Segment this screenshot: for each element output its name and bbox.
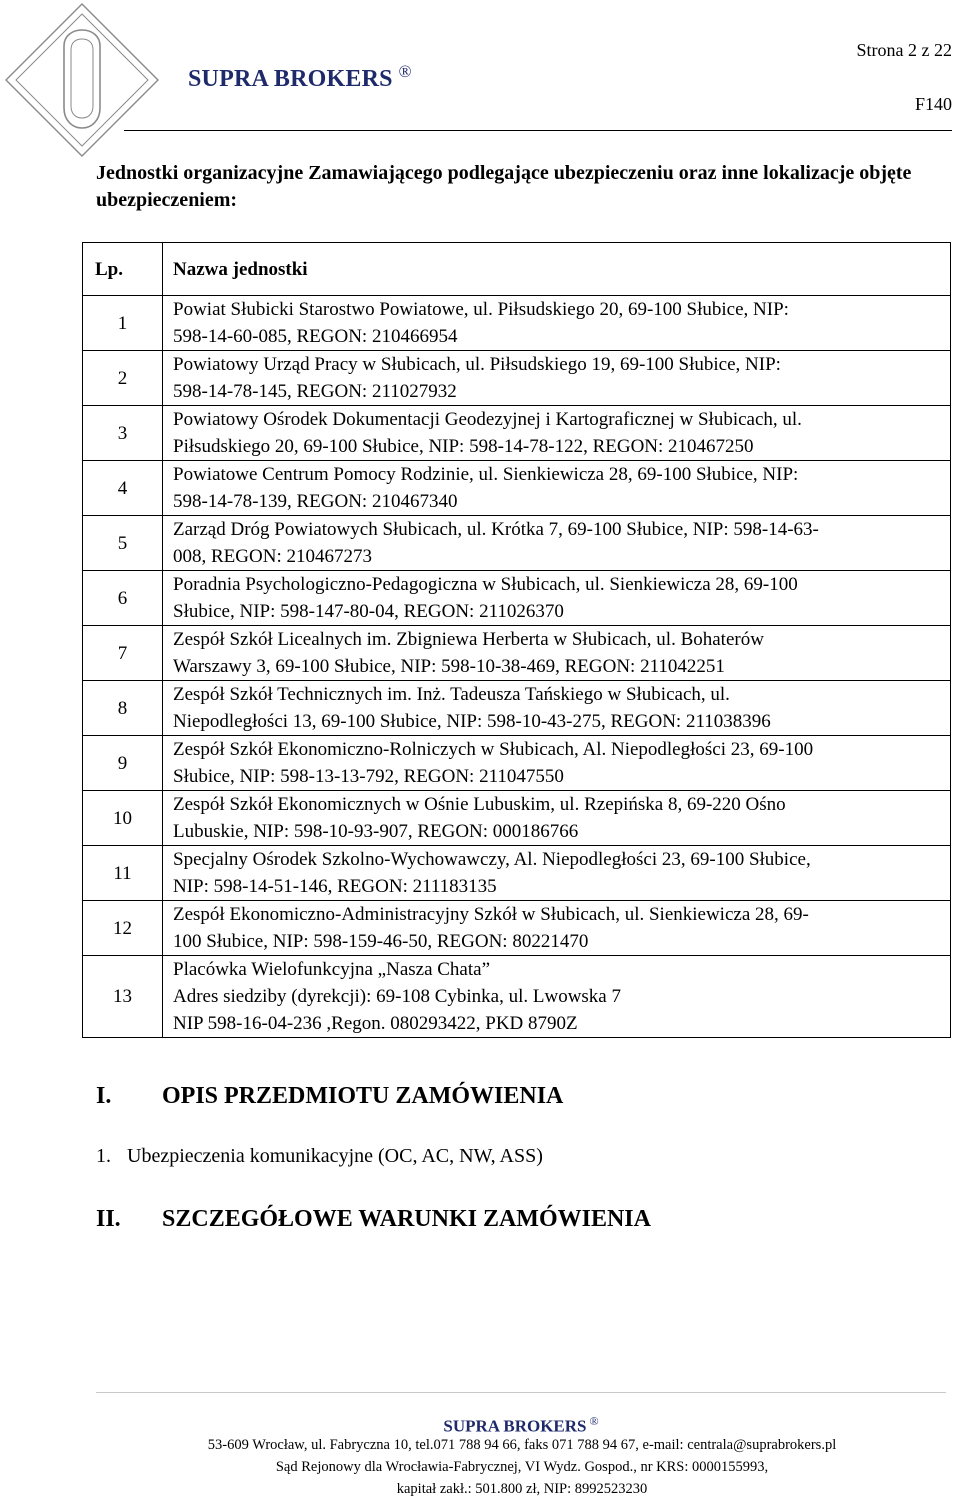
table-row [83, 956, 951, 1038]
unit-name-line: Piłsudskiego 20, 69-100 Słubice, NIP: 598-14-78-122, REGON: 210467250 [173, 436, 754, 457]
units-table [82, 242, 951, 1038]
row-unit-name [163, 461, 951, 516]
table-row [83, 901, 951, 956]
table-header-row [83, 243, 951, 296]
table-row [83, 681, 951, 736]
unit-name-line: Zarząd Dróg Powiatowych Słubicach, ul. Krótka 7, 69-100 Słubice, NIP: 598-14-63- [173, 519, 819, 540]
unit-name-line: Słubice, NIP: 598-147-80-04, REGON: 211026370 [173, 601, 564, 622]
unit-name-line: 598-14-78-145, REGON: 211027932 [173, 381, 457, 402]
diamond-logo-icon [0, 0, 160, 160]
row-unit-name [163, 736, 951, 791]
document-code: F140 [914, 94, 952, 114]
unit-name-line: Powiat Słubicki Starostwo Powiatowe, ul. Piłsudskiego 20, 69-100 Słubice, NIP: [173, 299, 789, 320]
unit-name-line: Powiatowy Urząd Pracy w Słubicach, ul. Piłsudskiego 19, 69-100 Słubice, NIP: [173, 354, 781, 375]
unit-name-line: 100 Słubice, NIP: 598-159-46-50, REGON: 80221470 [173, 931, 589, 952]
unit-name-line: NIP 598-16-04-236 ,Regon. 080293422, PKD 8790Z [173, 1013, 578, 1034]
footer-registered-mark: ® [589, 1414, 599, 1428]
item-1: 1. Ubezpieczenia komunikacyjne (OC, AC, NW, ASS) [96, 1145, 543, 1167]
table-row [83, 571, 951, 626]
page-number: Strona 2 z 22 [856, 40, 952, 60]
unit-name-line: Adres siedziby (dyrekcji): 69-108 Cybinka, ul. Lwowska 7 [173, 986, 621, 1007]
header-divider [124, 130, 952, 131]
unit-name-line: Lubuskie, NIP: 598-10-93-907, REGON: 000186766 [173, 821, 579, 842]
unit-name-line: 008, REGON: 210467273 [173, 546, 372, 567]
row-lp: 10 [83, 791, 163, 846]
unit-name-line: Słubice, NIP: 598-13-13-792, REGON: 211047550 [173, 766, 564, 787]
table-row [83, 516, 951, 571]
header-lp: Lp. [83, 243, 163, 296]
unit-name-line: Zespół Szkół Licealnych im. Zbigniewa Herberta w Słubicach, ul. Bohaterów [173, 629, 764, 650]
footer-address: 53-609 Wrocław, ul. Fabryczna 10, tel.071 788 94 66, faks 071 788 94 67, e-mail: centrala@suprabrokers.pl [207, 1437, 837, 1453]
row-lp: 2 [83, 351, 163, 406]
unit-name-line: 598-14-78-139, REGON: 210467340 [173, 491, 458, 512]
row-unit-name [163, 571, 951, 626]
row-unit-name [163, 791, 951, 846]
row-unit-name [163, 681, 951, 736]
unit-name-line: Powiatowy Ośrodek Dokumentacji Geodezyjnej i Kartograficznej w Słubicach, ul. [173, 409, 802, 430]
intro-heading: Jednostki organizacyjne Zamawiającego podlegające ubezpieczeniu oraz inne lokalizacje objęte ubezpieczeniem: [96, 162, 912, 211]
header-name: Nazwa jednostki [163, 243, 951, 296]
unit-name-line: Zespół Szkół Ekonomiczno-Rolniczych w Słubicach, Al. Niepodległości 23, 69-100 [173, 739, 814, 760]
row-unit-name [163, 626, 951, 681]
row-lp: 11 [83, 846, 163, 901]
unit-name-line: Niepodległości 13, 69-100 Słubice, NIP: 598-10-43-275, REGON: 211038396 [173, 711, 771, 732]
header-brand: SUPRA BROKERS ® [188, 62, 412, 92]
unit-name-line: Poradnia Psychologiczno-Pedagogiczna w Słubicach, ul. Sienkiewicza 28, 69-100 [173, 574, 798, 595]
unit-name-line: Powiatowe Centrum Pomocy Rodzinie, ul. Sienkiewicza 28, 69-100 Słubice, NIP: [173, 464, 799, 485]
section-ii-heading: II. SZCZEGÓŁOWE WARUNKI ZAMÓWIENIA [96, 1206, 651, 1232]
row-unit-name [163, 956, 951, 1038]
row-unit-name [163, 846, 951, 901]
row-lp: 6 [83, 571, 163, 626]
row-lp: 9 [83, 736, 163, 791]
unit-name-line: Zespół Ekonomiczno-Administracyjny Szkół w Słubicach, ul. Sienkiewicza 28, 69- [173, 904, 809, 925]
table-row [83, 736, 951, 791]
row-unit-name [163, 516, 951, 571]
unit-name-line: Placówka Wielofunkcyjna „Nasza Chata” [173, 959, 491, 980]
footer-capital: kapitał zakł.: 501.800 zł, NIP: 8992523230 [396, 1481, 648, 1497]
unit-name-line: Specjalny Ośrodek Szkolno-Wychowawczy, Al. Niepodległości 23, 69-100 Słubice, [173, 849, 811, 870]
row-lp: 8 [83, 681, 163, 736]
row-lp: 12 [83, 901, 163, 956]
registered-mark: ® [398, 62, 412, 81]
footer-divider [96, 1392, 946, 1393]
unit-name-line: 598-14-60-085, REGON: 210466954 [173, 326, 458, 347]
table-row [83, 406, 951, 461]
row-lp: 13 [83, 956, 163, 1038]
table-row [83, 461, 951, 516]
row-unit-name [163, 296, 951, 351]
row-lp: 1 [83, 296, 163, 351]
unit-name-line: NIP: 598-14-51-146, REGON: 211183135 [173, 876, 497, 897]
row-lp: 3 [83, 406, 163, 461]
table-row [83, 846, 951, 901]
unit-name-line: Warszawy 3, 69-100 Słubice, NIP: 598-10-38-469, REGON: 211042251 [173, 656, 725, 677]
row-lp: 7 [83, 626, 163, 681]
row-unit-name [163, 406, 951, 461]
row-lp: 4 [83, 461, 163, 516]
row-unit-name [163, 901, 951, 956]
row-unit-name [163, 351, 951, 406]
unit-name-line: Zespół Szkół Technicznych im. Inż. Tadeusza Tańskiego w Słubicach, ul. [173, 684, 730, 705]
footer-brand: SUPRA BROKERS ® [443, 1414, 599, 1436]
row-lp: 5 [83, 516, 163, 571]
table-row [83, 626, 951, 681]
table-row [83, 296, 951, 351]
section-i-heading: I. OPIS PRZEDMIOTU ZAMÓWIENIA [96, 1083, 564, 1109]
table-row [83, 791, 951, 846]
footer-court: Sąd Rejonowy dla Wrocławia-Fabrycznej, VI Wydz. Gospod., nr KRS: 0000155993, [275, 1459, 769, 1475]
table-row [83, 351, 951, 406]
unit-name-line: Zespół Szkół Ekonomicznych w Ośnie Lubuskim, ul. Rzepińska 8, 69-220 Ośno [173, 794, 786, 815]
